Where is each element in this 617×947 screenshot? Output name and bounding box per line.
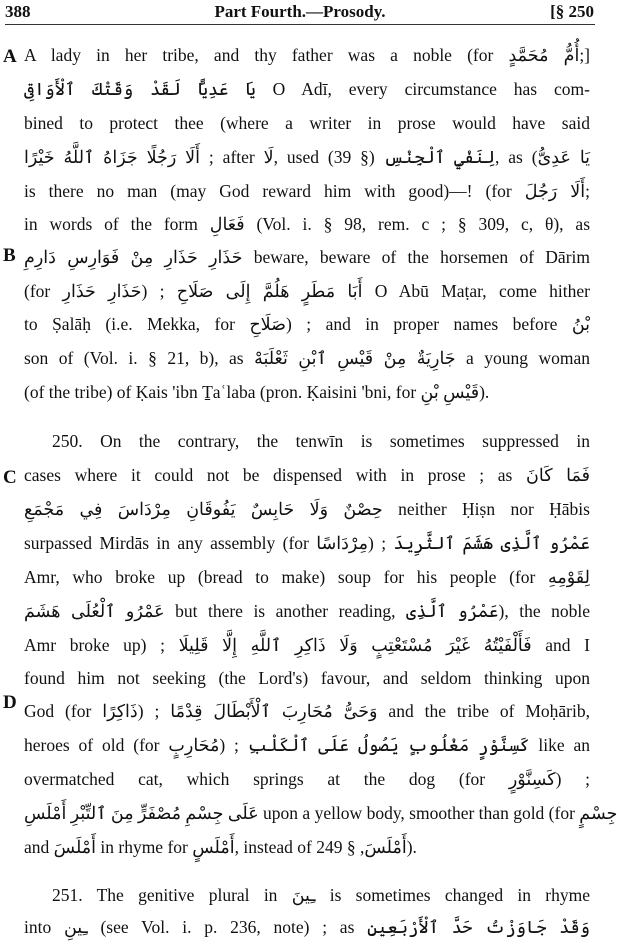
text-line-22: overmatched cat, which springs at the dog (for كَسِنَّوْرٍ) ; bbox=[24, 769, 590, 789]
text-line-17: عَمْرُو ٱلْعُلَى هَشَمَ but there is another reading, عَمْرُو ٱلَّذِى), the noble bbox=[24, 601, 590, 621]
margin-letter-d: D bbox=[3, 692, 17, 713]
text-line-7: حَذَارِ حَذَارِ مِنْ فَوَارِسِ دَارِمِ beware, beware of the horsemen of Dārim bbox=[24, 247, 591, 267]
text-line-26: into ـِينِ (see Vol. i. p. 236, note) ; as وَقَدْ جَاوَزْتُ حَدَّ ٱلْأَرْبَعِينِ bbox=[24, 917, 590, 937]
text-line-19: found him not seeking (the Lord's) favour, and seldom thinking upon bbox=[24, 668, 590, 688]
text-line-6: in words of the form فَعَالِ (Vol. i. § 98, rem. c ; § 309, c, θ), as bbox=[24, 214, 591, 234]
page-number: 388 bbox=[5, 2, 31, 21]
paragraph-251-first-line: 251. The genitive plural in ـِينَ is sometimes changed in rhyme bbox=[52, 885, 590, 905]
margin-letter-a: A bbox=[3, 46, 17, 67]
text-line-4: أَلَا رَجُلًا جَزَاهُ ٱللَّهُ خَيْرًا ; after لَا, used لِنَفْيِ ٱلْجِنْسِ (§ 39), as (يَا عَدِىُّ bbox=[24, 147, 591, 167]
header-rule bbox=[5, 24, 595, 25]
text-line-16: Amr, who broke up (bread to make) soup for his people (for لِقَوْمِهِ bbox=[24, 567, 590, 587]
text-line-18: Amr broke up) ; فَأَلْفَيْتُهُ غَيْرَ مُسْتَعْتِبٍ وَلَا ذَاكِرِ ٱللَّهِ إِلَّا قَلِيلَا and I bbox=[24, 635, 590, 655]
text-line-5: is there no man (may God reward him with good)—! (for أَلَا رَجُلَ; bbox=[24, 181, 590, 201]
text-line-13: cases where it could not be dispensed with in prose ; as فَمَا كَانَ bbox=[24, 465, 590, 485]
text-line-23: عَلَى جِسْمِ مُصْفَرٍّ مِنَ ٱلتِّبْرِ أَمْلَسِ upon a yellow body, smoother than gold (for جِسْمٍ bbox=[24, 803, 617, 823]
text-line-24: and أَمْلَسَ in rhyme for أَمْلَسٍ, instead of أَمْلَسَ, § 249). bbox=[24, 837, 417, 857]
text-line-15: surpassed Mirdās in any assembly (for مِرْدَاسًا) ; عَمْرُو ٱلَّذِى هَشَمَ ٱلثَّرِيدَ bbox=[24, 533, 590, 553]
text-line-11: (of the tribe) of Ḳais 'ibn Ṯaʿlaba (pron. Ḳaisini 'bni, for قَيْسِ بْنِ). bbox=[24, 382, 490, 402]
running-title: Part Fourth.—Prosody. bbox=[214, 2, 386, 21]
text-line-3: bined to protect thee (where a writer in prose would have said bbox=[24, 113, 590, 133]
text-line-8: (for حَذَارِ حَذَارِ) ; أَبَا مَطَرٍ هَلُمَّ إِلَى صَلَاحِ O Abū Maṭar, come hither bbox=[24, 281, 590, 301]
text-line-9: to Ṣalāḥ (i.e. Mekka, for صَلَاحِ) ; and in proper names before بْنُ bbox=[24, 314, 591, 334]
section-reference: [§ 250 bbox=[550, 2, 594, 21]
paragraph-250-first-line: 250. On the contrary, the tenwīn is sometimes suppressed in bbox=[52, 431, 590, 451]
margin-letter-b: B bbox=[3, 245, 16, 266]
text-line-14: حِصْنٌ وَلَا حَابِسٌ يَفُوقَانِ مِرْدَاسَ فِي مَجْمَعِ neither Ḥiṣn nor Ḥābis bbox=[24, 499, 590, 519]
text-line-21: heroes of old (for مُحَارِبٍ) ; كَسِنَّوْرٍ مَغْلُوبٍ يَصُولُ عَلَى ٱلْكَلْبِ like an bbox=[24, 735, 590, 755]
running-header bbox=[0, 0, 600, 26]
text-line-10: son of (Vol. i. § 21, b), as جَارِيَةٌ مِنْ قَيْسِ ٱبْنِ ثَعْلَبَهْ a young woman bbox=[24, 348, 590, 368]
text-line-2: يَا عَدِيًّا لَقَدْ وَقَتْكَ ٱلْأَوَاقِى O Adī, every circumstance has com- bbox=[24, 79, 590, 99]
margin-letter-c: C bbox=[3, 467, 17, 488]
text-line-1: A lady in her tribe, and thy father was a noble (for أُمُّ مُحَمَّدٍ;] bbox=[24, 45, 591, 65]
text-line-20: God (for ذَاكِرًا) ; وَحَىُّ مُحَارِبَ ٱلْأَبْطَالَ قِدْمًا and the tribe of Moḥārib, bbox=[24, 701, 590, 721]
